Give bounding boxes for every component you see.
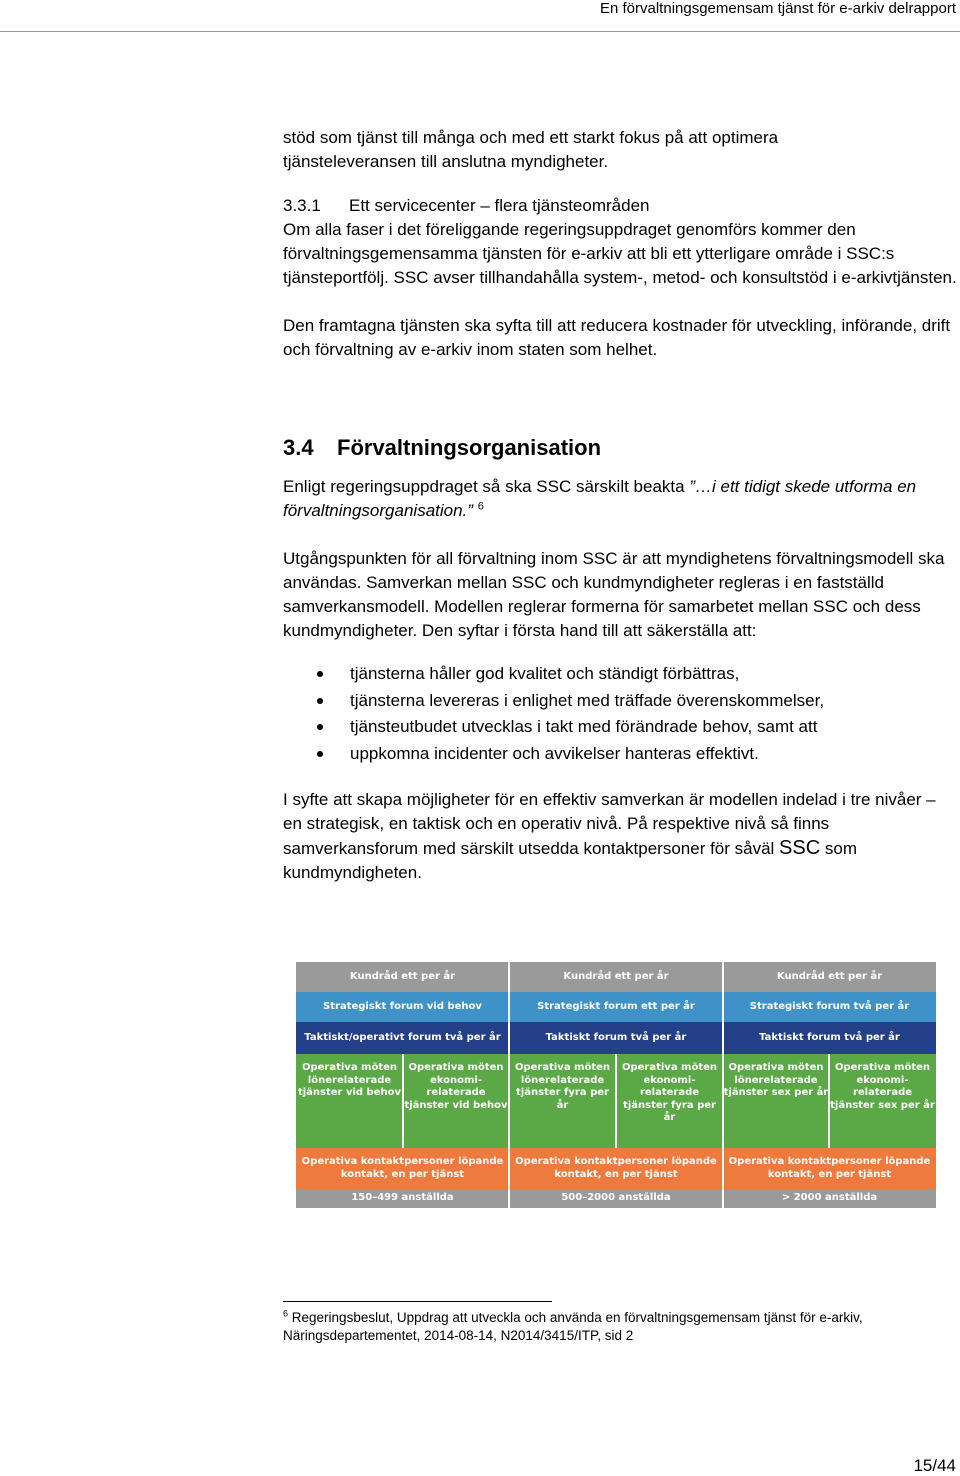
ssc-text: SSC	[779, 837, 821, 859]
section-3-3-1-para-2: Den framtagna tjänsten ska syfta till att reducera kostnader för utveckling, införande, drift och förvaltning av e-arkiv inom staten som helhet.	[283, 316, 951, 359]
section-number: 3.3.1	[283, 196, 321, 215]
kontakt-row	[296, 1148, 936, 1189]
section-3-4-heading	[283, 434, 959, 462]
section-3-3-1-heading	[283, 194, 959, 218]
strategiskt-cell: Strategiskt forum två per år	[749, 1000, 910, 1012]
strategiskt-cell: Strategiskt forum ett per år	[537, 1000, 695, 1012]
taktiskt-cell: Taktiskt/operativt forum två per år	[304, 1031, 501, 1043]
kontakt-cell: Operativa kontaktpersoner löpande kontakt, en per tjänst	[728, 1156, 931, 1180]
anstallda-cell: > 2000 anställda	[781, 1192, 878, 1204]
section-number: 3.4	[283, 435, 314, 460]
column-divider	[722, 962, 724, 992]
operativa-cell: Operativa möten lönerelaterade tjänster fyra per år	[514, 1062, 611, 1111]
quote-intro: Enligt regeringsuppdraget så ska SSC särskilt beakta	[283, 477, 690, 496]
list-item: tjänsterna levereras i enlighet med träffade överenskommelser,	[283, 688, 959, 715]
kontakt-cell: Operativa kontaktpersoner löpande kontakt, en per tjänst	[301, 1156, 504, 1180]
strategiskt-cell: Strategiskt forum vid behov	[323, 1000, 482, 1012]
column-divider	[508, 992, 510, 1022]
column-divider	[722, 1189, 724, 1208]
operativa-cell: Operativa möten ekonomi-relaterade tjänster vid behov	[404, 1062, 508, 1111]
section-3-4-para-1: Utgångspunkten för all förvaltning inom SSC är att myndighetens förvaltningsmodell ska användas. Samverkan mellan SSC och kundmyndigheter regleras i en fastställd samverkansmodell. Modellen reglerar formerna för samarbetet mellan SSC och dess kundmyndigheter. Den syftar i första hand till att säkerställa att:	[283, 549, 945, 640]
para-text: som kundmyndigheten.	[283, 839, 858, 882]
footnote-divider	[283, 1301, 552, 1302]
list-item: uppkomna incidenter och avvikelser hanteras effektivt.	[283, 741, 959, 768]
page-number: 15/44	[913, 1456, 956, 1475]
footnote	[283, 1309, 959, 1345]
column-divider	[508, 1148, 510, 1189]
footnote-text: Regeringsbeslut, Uppdrag att utveckla och använda en förvaltningsgemensam tjänst för e-arkiv, Näringsdepartementet, 2014-08-14, N2014/3415/ITP, sid 2	[283, 1310, 863, 1343]
intro-line-1: stöd som tjänst till många och med ett starkt fokus på att optimera	[283, 128, 779, 147]
column-divider	[508, 1054, 510, 1148]
column-divider	[615, 1054, 617, 1148]
samverkansmodell-diagram	[296, 962, 936, 1208]
operativa-cell: Operativa möten ekonomi-relaterade tjänster fyra per år	[621, 1062, 718, 1123]
kundrad-cell: Kundråd ett per år	[349, 970, 456, 982]
quote-paragraph	[283, 475, 959, 523]
section-title: Förvaltningsorganisation	[337, 435, 602, 460]
column-divider	[722, 1022, 724, 1054]
header-divider	[0, 31, 960, 32]
section-3-4-para-2	[283, 788, 959, 885]
running-header-title: En förvaltningsgemensam tjänst för e-arkiv delrapport	[599, 0, 956, 17]
quote-text: ”…i ett tidigt skede utforma en förvaltningsorganisation.”	[283, 477, 917, 520]
taktiskt-cell: Taktiskt forum två per år	[545, 1031, 687, 1043]
para-text: I syfte att skapa möjligheter för en effektiv samverkan är modellen indelad i tre nivåer – en strategisk, en taktisk och en operativ nivå. På respektive nivå så finns samverkansforum med särskilt utsedda kontaktpersoner för såväl	[283, 790, 936, 858]
column-divider	[402, 1054, 404, 1148]
intro-line-2: tjänsteleveransen till anslutna myndigheter.	[283, 152, 609, 171]
anstallda-cell: 150–499 anställda	[351, 1192, 454, 1204]
column-divider	[722, 992, 724, 1022]
column-divider	[828, 1054, 830, 1148]
column-divider	[508, 1022, 510, 1054]
section-3-3-1	[283, 194, 959, 362]
taktiskt-row	[296, 1022, 936, 1054]
column-divider	[508, 1189, 510, 1208]
operativa-cell: Operativa möten lönerelaterade tjänster vid behov	[297, 1062, 402, 1098]
anstallda-cell: 500–2000 anställda	[561, 1192, 671, 1204]
kundrad-cell: Kundråd ett per år	[563, 970, 669, 982]
section-3-4	[283, 434, 959, 885]
operativa-cell: Operativa möten lönerelaterade tjänster sex per år	[723, 1062, 829, 1098]
kundrad-cell: Kundråd ett per år	[776, 970, 883, 982]
anstallda-row	[296, 1189, 936, 1208]
bullet-list	[283, 661, 959, 767]
operativa-cell: Operativa möten ekonomi-relaterade tjänster sex per år	[830, 1062, 935, 1111]
column-divider	[508, 962, 510, 992]
section-title: Ett servicecenter – flera tjänsteområden	[349, 196, 650, 215]
column-divider	[722, 1148, 724, 1189]
operativa-row	[296, 1054, 936, 1148]
list-item: tjänsteutbudet utvecklas i takt med förändrade behov, samt att	[283, 714, 959, 741]
taktiskt-cell: Taktiskt forum två per år	[759, 1031, 900, 1043]
footnote-number: 6	[283, 1308, 289, 1319]
list-item: tjänsterna håller god kvalitet och ständigt förbättras,	[283, 661, 959, 688]
strategiskt-row	[296, 992, 936, 1022]
kontakt-cell: Operativa kontaktpersoner löpande kontakt, en per tjänst	[515, 1156, 717, 1180]
kundrad-row	[296, 962, 936, 992]
intro-paragraph	[283, 126, 959, 174]
section-3-3-1-para-1: Om alla faser i det föreliggande regeringsuppdraget genomförs kommer den förvaltningsgemensamma tjänsten för e-arkiv att bli ett ytterligare område i SSC:s tjänsteportfölj. SSC avser tillhandahålla system-, metod- och konsultstöd i e-arkivtjänsten.	[283, 220, 957, 287]
footnote-ref: 6	[477, 500, 484, 513]
column-divider	[722, 1054, 724, 1148]
